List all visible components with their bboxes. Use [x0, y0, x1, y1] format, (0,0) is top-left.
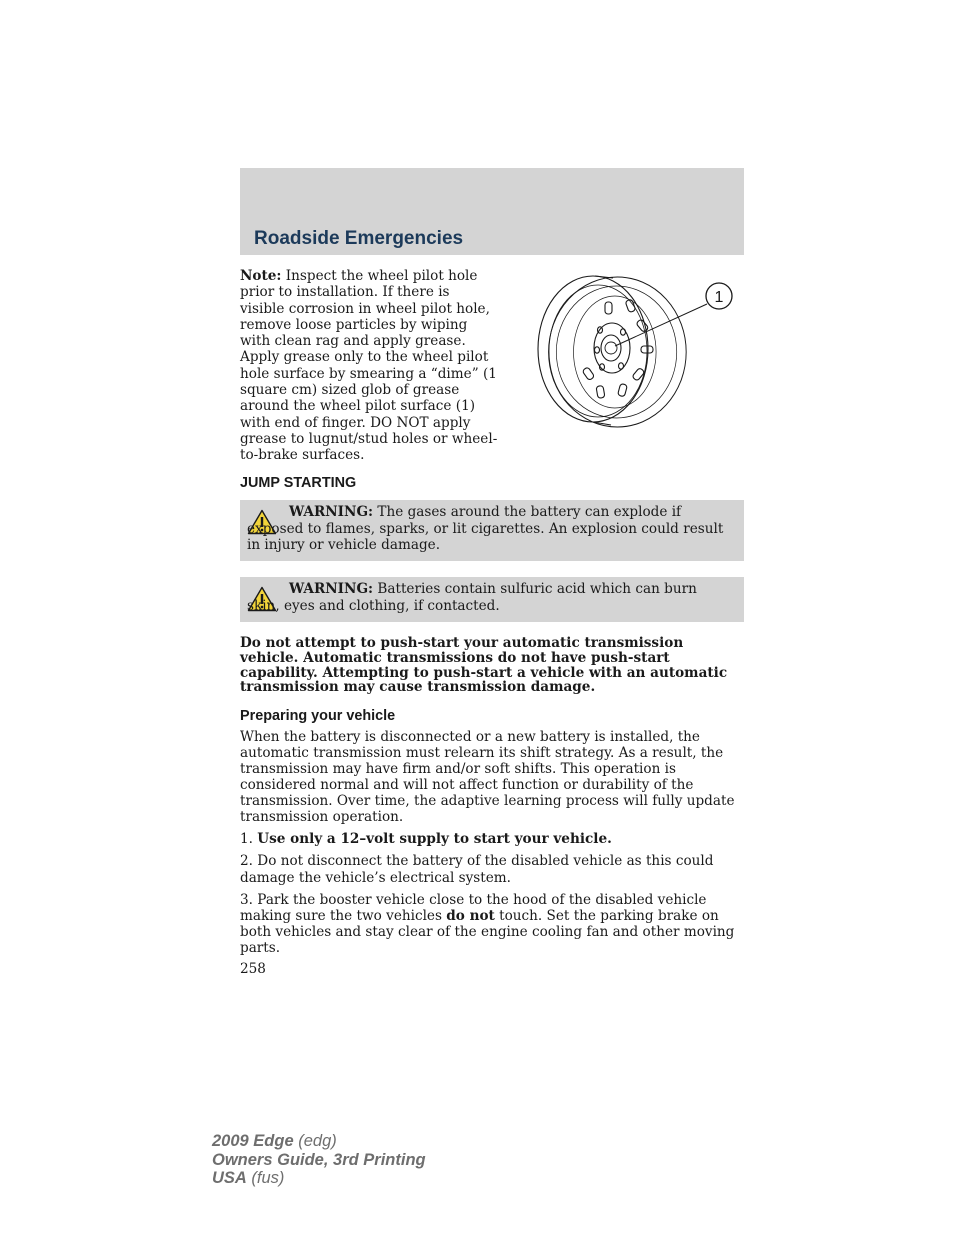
note-label: Note:: [240, 268, 282, 284]
warning-box-acid: [240, 577, 744, 622]
warning-label: WARNING:: [289, 504, 374, 520]
step-3-text-a: 3. Park the booster vehicle close to the hood of the disabled vehicle making sure the two vehicles: [240, 892, 707, 924]
step-1-number: 1.: [240, 831, 258, 847]
footer-market-code: (fus): [246, 1169, 285, 1187]
warning-text: [247, 581, 733, 614]
step-1-text: Use only a 12–volt supply to start your vehicle.: [257, 831, 612, 847]
step-1: [240, 831, 744, 847]
step-3-text-b: touch. Set the parking brake on both vehicles and stay clear of the engine cooling fan and other moving parts.: [240, 908, 735, 956]
step-3-emphasis: do not: [446, 908, 495, 924]
footer-line-3: [212, 1169, 426, 1188]
wheel-illustration: [535, 272, 740, 432]
step-3: [240, 892, 744, 956]
section-header-band: [240, 168, 744, 255]
note-text: Inspect the wheel pilot hole prior to installation. If there is visible corrosion in wheel pilot hole, remove loose particles by wiping with clean rag and apply grease. Apply grease only to the wheel pilot hole surface by smearing a “dime” (1 square cm) sized glob of grease around the wheel pilot surface (1) with end of finger. DO NOT apply grease to lugnut/stud holes or wheel-to-brake surfaces.: [240, 268, 498, 464]
section-title: Roadside Emergencies: [254, 228, 464, 249]
footer-model: 2009 Edge: [212, 1132, 294, 1150]
footer-line-2: Owners Guide, 3rd Printing: [212, 1150, 426, 1169]
jump-starting-heading: JUMP STARTING: [240, 475, 357, 491]
footer-line-1: [212, 1132, 426, 1151]
footer-model-code: (edg): [293, 1132, 337, 1150]
step-2: 2. Do not disconnect the battery of the disabled vehicle as this could damage the vehicle’s electrical system.: [240, 853, 714, 886]
push-start-caution: Do not attempt to push-start your automatic transmission vehicle. Automatic transmissions do not have push-start capability. Attempting to push-start a vehicle with an automatic transmission may cause transmission damage.: [240, 635, 728, 696]
footer-market: USA: [212, 1169, 247, 1187]
warning-body: The gases around the battery can explode if exposed to flames, sparks, or lit cigarettes. An explosion could result in injury or vehicle damage.: [247, 504, 724, 553]
warning-label: WARNING:: [289, 581, 374, 597]
preparing-intro-paragraph: When the battery is disconnected or a new battery is installed, the automatic transmission must relearn its shift strategy. As a result, the transmission may have firm and/or soft shifts. This operation is considered normal and will not affect function or durability of the transmission. Over time, the adaptive learning process will fully update transmission operation.: [240, 729, 735, 825]
warning-text: [247, 504, 733, 554]
callout-label: 1: [714, 289, 724, 306]
document-footer: [212, 1132, 426, 1188]
page-number: 258: [240, 961, 266, 977]
note-paragraph: [240, 268, 498, 464]
preparing-vehicle-heading: Preparing your vehicle: [240, 708, 396, 724]
warning-body: Batteries contain sulfuric acid which can burn skin, eyes and clothing, if contacted.: [247, 581, 697, 614]
warning-box-explosion: [240, 500, 744, 561]
